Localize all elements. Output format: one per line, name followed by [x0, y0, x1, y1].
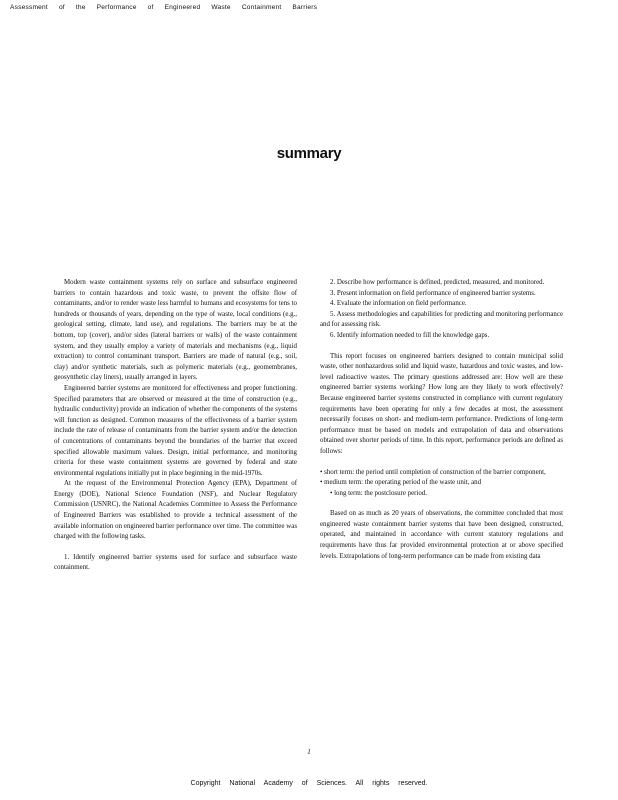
page-number: 1: [307, 748, 311, 756]
task-item-5: 5. Assess methodologies and capabilities for predicting and monitoring performance and for assessing risk.: [320, 310, 563, 329]
task-item-1: 1. Identify engineered barrier systems used for surface and subsurface waste containment.: [54, 553, 297, 572]
task-item-2: 2. Describe how performance is defined, predicted, measured, and monitored.: [330, 279, 545, 286]
paragraph-intro: Modern waste containment systems rely on surface and subsurface engineered barriers to contain hazardous and toxic waste, to prevent the offsite flow of contaminants, and/or to render waste less harmful to humans and ecosystems for tens to hundreds or thousands of years, depending on the type of waste, local conditions (e.g., geological setting, climate, land use), and regulations. The barriers may be at the bottom, top (cover), and/or sides (lateral barriers or walls) of the waste containment system, and they usually employ a variety of materials and mechanisms (e.g., liquid extraction) to control contaminant transport. Barriers are made of natural (e.g., soil, clay) and/or synthetic materials, such as polymeric materials (e.g., geomembranes, geosynthetic clay liners), usually arranged in layers.: [54, 279, 297, 382]
task-item-3: 3. Present information on field performance of engineered barrier systems.: [330, 289, 536, 297]
bullet-long-term: • long term: the postclosure period.: [330, 489, 427, 497]
task-item-4: 4. Evaluate the information on field performance.: [330, 300, 467, 308]
running-header: Assessment of the Performance of Engineered Waste Containment Barriers: [10, 4, 318, 11]
copyright-footer: Copyright National Academy of Sciences. All rights reserved.: [190, 780, 428, 787]
bullet-medium-term: • medium term: the operating period of the waste unit, and: [320, 479, 482, 487]
paragraph-monitoring: Engineered barrier systems are monitored for effectiveness and proper functioning. Specified parameters that are observed or measured at the time of construction (e.g., hydraulic conductivity) provide an indication of whether the components of the systems will function as designed. Common measures of the effectiveness of a barrier system include the rate of release of contaminants from the barrier system and/or the detection of concentrations of contaminants beyond the boundaries of the barrier that exceed specified allowable maximum values. Design, initial performance, and monitoring criteria for these waste containment systems are governed by federal and state environmental regulations initially put in place beginning in the mid-1970s.: [54, 384, 297, 477]
left-column: [54, 278, 297, 574]
task-item-6: 6. Identify information needed to fill the knowledge gaps.: [330, 331, 490, 339]
paragraph-conclusion: Based on as much as 20 years of observations, the committee concluded that most engineered waste containment barrier systems that have been designed, constructed, operated, and maintained in accordance with current statutory regulations and requirements have thus far provided environmental protection at or above specified levels. Extrapolations of long-term performance can be made from existing data: [320, 510, 563, 560]
paragraph-focus: This report focuses on engineered barriers designed to contain municipal solid waste, other nonhazardous solid and liquid waste, hazardous and toxic wastes, and low-level radioactive wastes. The primary questions addressed are: How well are these engineered barrier systems working? How long are they likely to work effectively? Because engineered barrier systems constructed in compliance with current regulatory requirements have been operating for only a few decades at most, the assessment necessarily focuses on short- and medium-term performance. Predictions of long-term performance must be based on models and extrapolation of data and observations obtained over shorter periods of time. In this report, performance periods are defined as follows:: [320, 352, 563, 455]
right-column: [320, 278, 563, 562]
page-title: summary: [276, 145, 342, 162]
bullet-short-term: • short term: the period until completion of construction of the barrier component,: [320, 468, 546, 476]
paragraph-request: At the request of the Environmental Protection Agency (EPA), Department of Energy (DOE), National Science Foundation (NSF), and Nuclear Regulatory Commission (USNRC), the National Academies Committee to Assess the Performance of Engineered Barriers was established to provide a technical assessment of the available information on engineered barrier performance over time. The committee was charged with the following tasks.: [54, 480, 297, 541]
